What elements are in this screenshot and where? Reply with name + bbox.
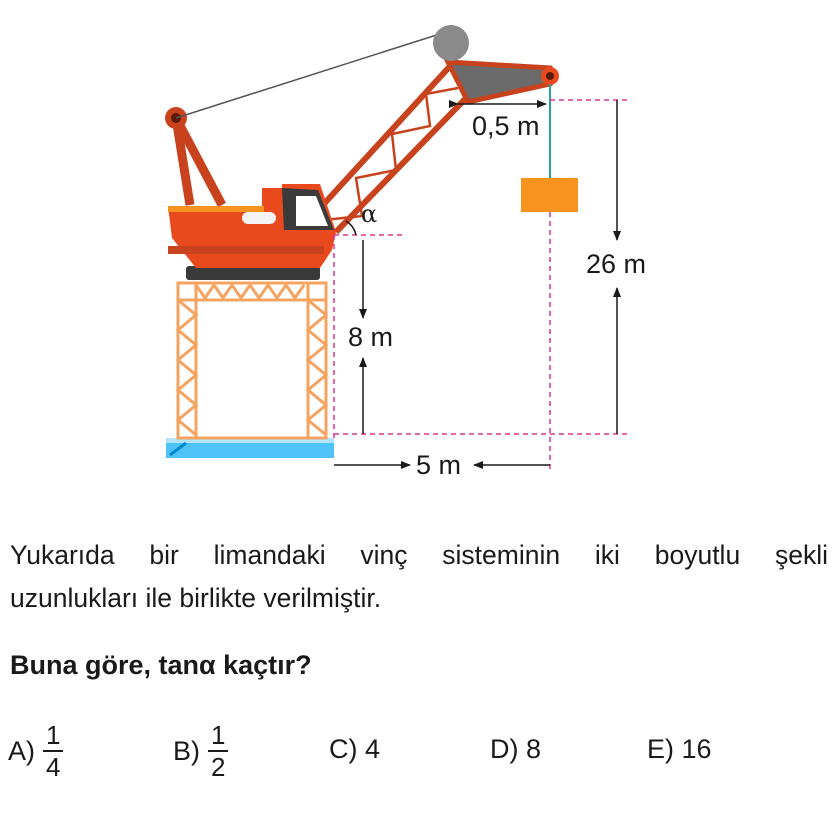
option-value: 16 — [681, 734, 712, 764]
option-letter: E) — [647, 734, 674, 764]
water-base — [166, 438, 334, 458]
question: Buna göre, tanα kaçtır? — [10, 650, 312, 680]
offset-label: 0,5 m — [472, 111, 540, 141]
horizontal-label: 5 m — [416, 450, 462, 480]
angle-label: α — [361, 200, 378, 228]
option-b[interactable] — [173, 720, 228, 782]
height-total-label: 26 m — [586, 249, 647, 279]
cargo-load — [521, 178, 578, 212]
numerator: 1 — [208, 720, 228, 752]
option-value: 4 — [365, 734, 381, 764]
dashed-guides — [334, 100, 628, 470]
support-cable — [176, 32, 446, 118]
denominator: 4 — [46, 752, 61, 782]
option-value: 8 — [526, 734, 542, 764]
option-a[interactable] — [8, 720, 63, 782]
problem-text — [10, 534, 828, 620]
option-letter: D) — [490, 734, 519, 764]
option-fraction — [43, 720, 63, 782]
height-platform-label: 8 m — [348, 322, 394, 352]
scaffold-tower — [178, 283, 326, 438]
problem-text-line2: uzunlukları ile birlikte verilmiştir. — [10, 583, 382, 613]
crane-tracks — [186, 266, 320, 280]
option-d[interactable] — [490, 734, 541, 765]
pulley-icon — [433, 25, 469, 61]
option-letter: A) — [8, 735, 35, 766]
option-fraction — [208, 720, 228, 782]
numerator: 1 — [43, 720, 63, 752]
option-letter: B) — [173, 735, 200, 766]
denominator: 2 — [211, 752, 226, 782]
option-c[interactable] — [329, 734, 380, 765]
problem-text-line1: Yukarıda bir limandaki vinç sisteminin iki boyutlu şekli — [10, 540, 828, 570]
back-mast — [165, 107, 222, 205]
boom-head — [433, 25, 559, 102]
option-e[interactable] — [647, 734, 712, 765]
option-letter: C) — [329, 734, 358, 764]
